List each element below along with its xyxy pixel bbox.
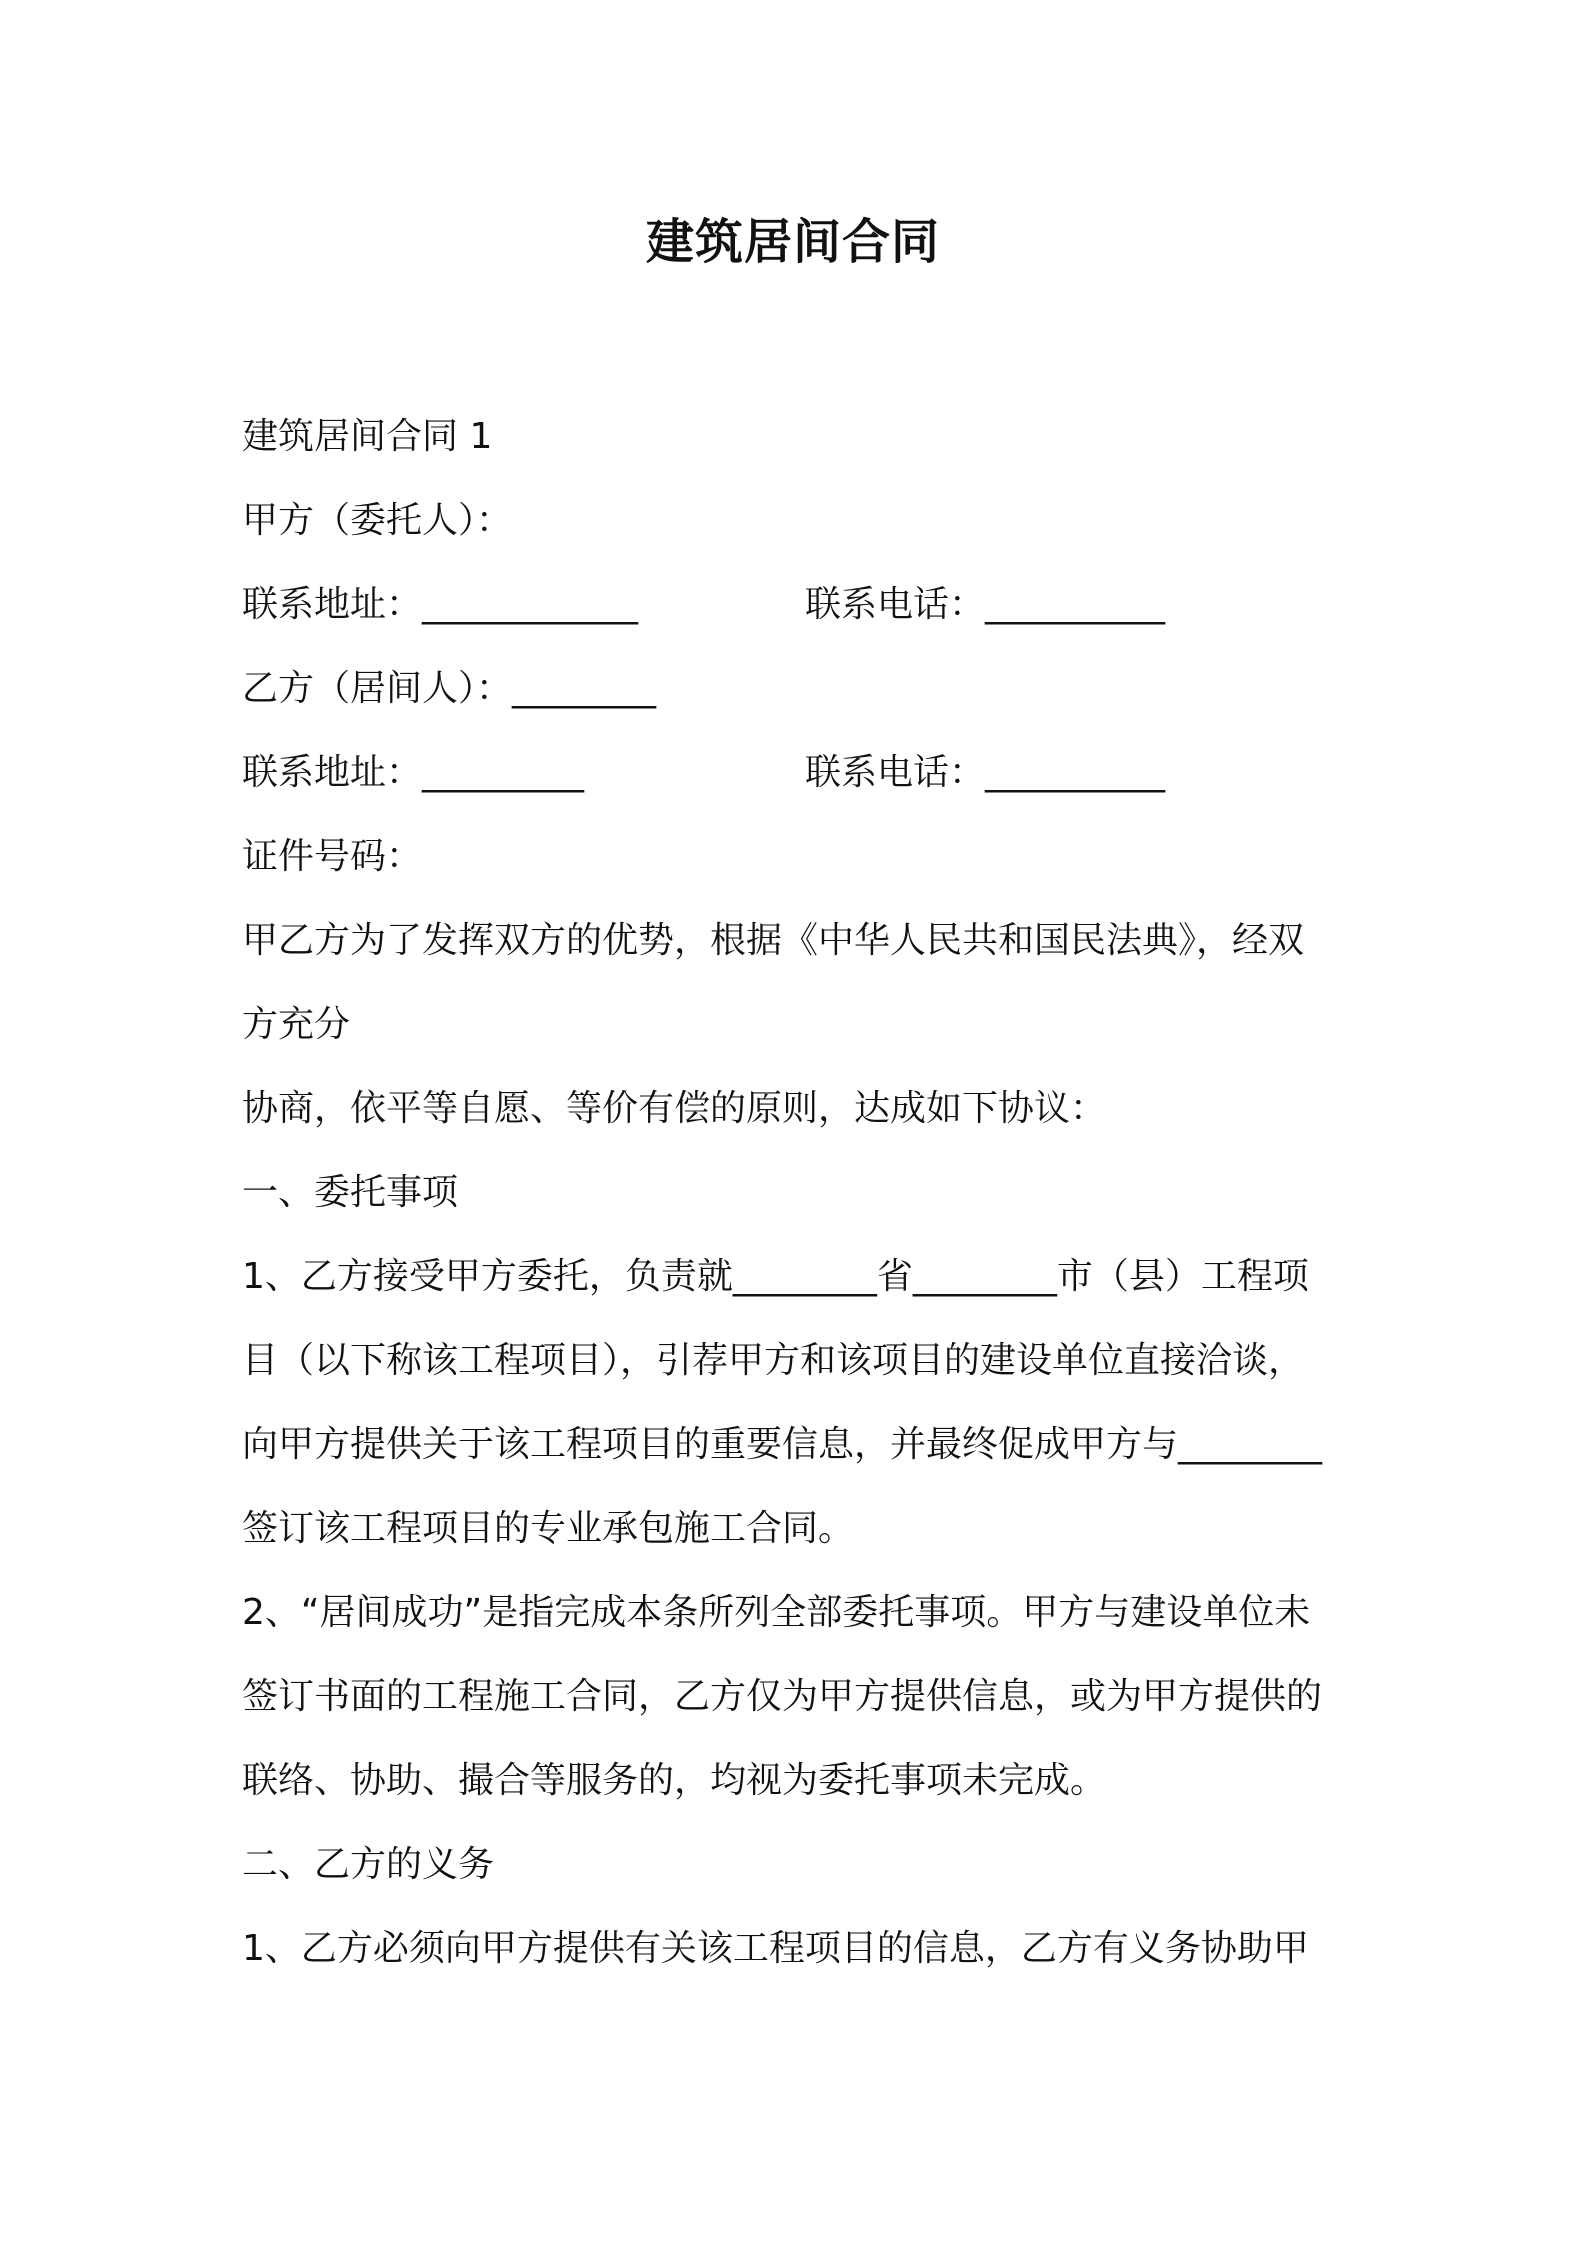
clause-1-2-line-1: 2、“居间成功”是指完成本条所列全部委托事项。甲方与建设单位未: [242, 1592, 1311, 1633]
intro-line-3: 协商，依平等自愿、等价有偿的原则，达成如下协议：: [242, 1088, 1107, 1129]
clause-1-1-line-4: 签订该工程项目的专业承包施工合同。: [242, 1508, 855, 1549]
party-b-line: 乙方（居间人）：________: [242, 668, 657, 709]
party-a-phone: 联系电话：__________: [805, 584, 1166, 625]
document-title: 建筑居间合同: [645, 214, 940, 270]
party-b-address: 联系地址：_________: [242, 752, 585, 793]
clause-2-1-line-1: 1、乙方必须向甲方提供有关该工程项目的信息，乙方有义务协助甲: [242, 1928, 1309, 1969]
intro-line-2: 方充分: [242, 1004, 351, 1045]
clause-1-1-line-2: 目（以下称该工程项目），引荐甲方和该项目的建设单位直接洽谈，: [242, 1340, 1305, 1381]
intro-line-1: 甲乙方为了发挥双方的优势，根据《中华人民共和国民法典》，经双: [242, 920, 1305, 961]
section-2-heading: 二、乙方的义务: [242, 1844, 495, 1885]
clause-1-1-line-3: 向甲方提供关于该工程项目的重要信息，并最终促成甲方与________: [242, 1424, 1323, 1465]
clause-1-2-line-2: 签订书面的工程施工合同，乙方仅为甲方提供信息，或为甲方提供的: [242, 1676, 1323, 1717]
clause-1-2-line-3: 联络、协助、撮合等服务的，均视为委托事项未完成。: [242, 1760, 1107, 1801]
party-a-line: 甲方（委托人）：: [242, 500, 513, 541]
clause-1-1-line-1: 1、乙方接受甲方委托，负责就________省________市（县）工程项: [242, 1256, 1309, 1297]
party-a-address: 联系地址：____________: [242, 584, 639, 625]
id-number-line: 证件号码：: [242, 836, 423, 877]
contract-number-line: 建筑居间合同 1: [242, 416, 493, 457]
section-1-heading: 一、委托事项: [242, 1172, 459, 1213]
party-b-phone: 联系电话：__________: [805, 752, 1166, 793]
